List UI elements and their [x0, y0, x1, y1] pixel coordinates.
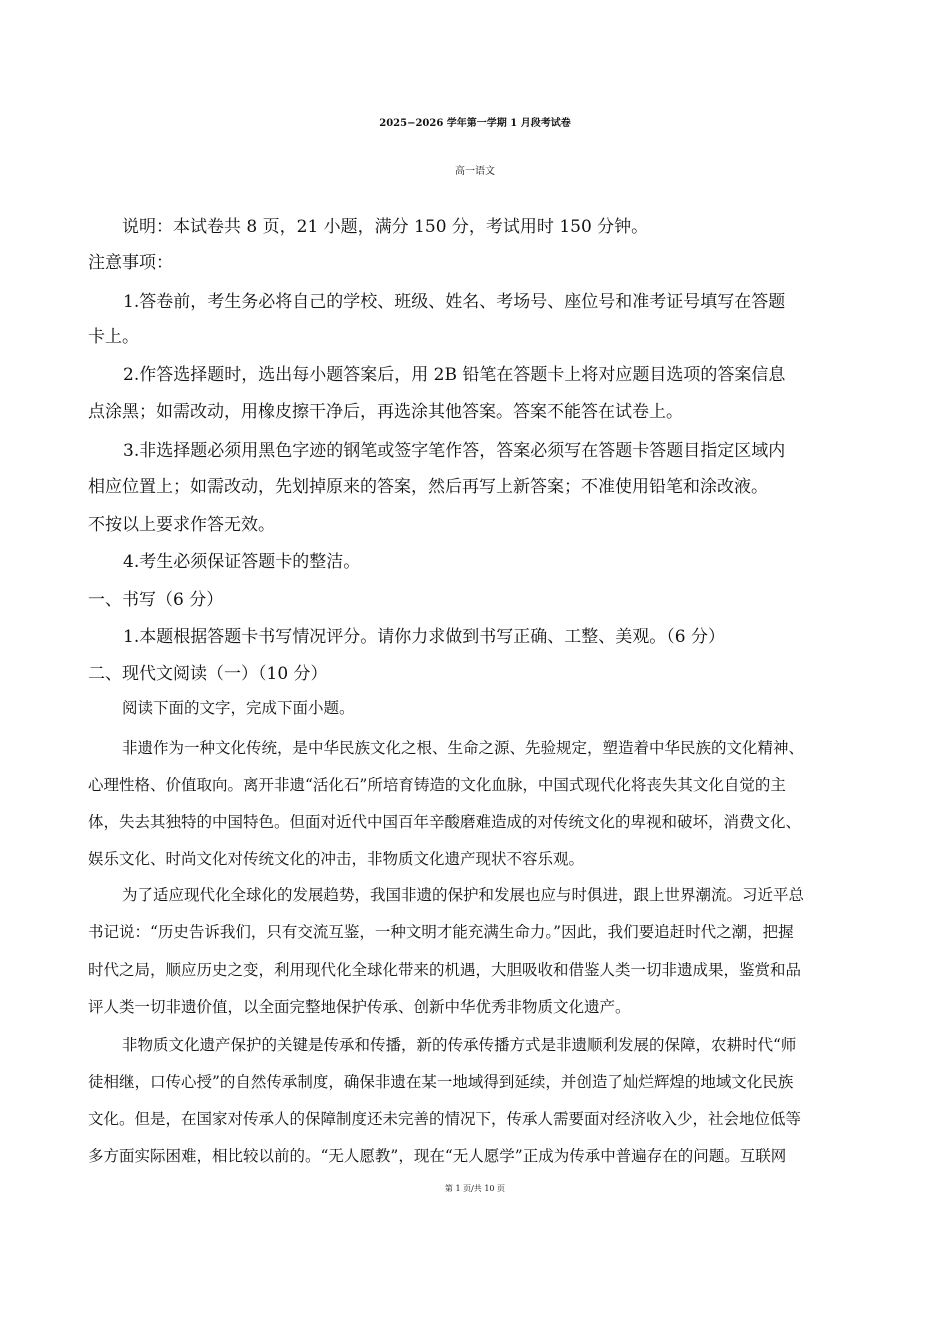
notice-item-3-line-1: 3.非选择题必须用黑色字迹的钢笔或签字笔作答，答案必须写在答题卡答题目指定区域内	[123, 441, 786, 461]
notice-item-4: 4.考生必须保证答题卡的整洁。	[123, 552, 361, 572]
passage-p2-line-3: 时代之局，顺应历史之变，利用现代化全球化带来的机遇，大胆吸收和借鉴人类一切非遗成果，鉴赏和品	[88, 961, 802, 979]
notice-item-2-line-1: 2.作答选择题时，选出每小题答案后，用 2B 铅笔在答题卡上将对应题目选项的答案信息	[123, 365, 786, 385]
notice-item-3-line-2: 相应位置上；如需改动，先划掉原来的答案，然后再写上新答案；不准使用铅笔和涂改液。	[88, 477, 768, 497]
notice-heading: 注意事项：	[88, 253, 173, 273]
passage-p3-line-1: 非物质文化遗产保护的关键是传承和传播，新的传承传播方式是非遗顺利发展的保障，农耕时代“师	[122, 1036, 797, 1054]
passage-p2-line-2: 书记说：“历史告诉我们，只有交流互鉴，一种文明才能充满生命力。”因此，我们要追赶时代之潮，把握	[88, 923, 794, 941]
exam-subject: 高一语文	[455, 166, 495, 177]
passage-p2-line-1: 为了适应现代化全球化的发展趋势，我国非遗的保护和发展也应与时俱进，跟上世界潮流。习近平总	[122, 886, 805, 904]
passage-p3-line-4: 多方面实际困难，相比较以前的。“无人愿教”，现在“无人愿学”正成为传承中普遍存在的问题。互联网	[88, 1147, 787, 1165]
passage-p1-line-2: 心理性格、价值取向。离开非遗“活化石”所培育铸造的文化血脉，中国式现代化将丧失其文化自觉的主	[88, 776, 786, 794]
section-2-heading: 二、现代文阅读（一）（10 分）	[88, 664, 328, 684]
passage-p1-line-4: 娱乐文化、时尚文化对传统文化的冲击，非物质文化遗产现状不容乐观。	[88, 850, 585, 868]
reading-prompt: 阅读下面的文字，完成下面小题。	[122, 699, 355, 717]
passage-p1-line-3: 体，失去其独特的中国特色。但面对近代中国百年辛酸磨难造成的对传统文化的卑视和破坏，消费文化、	[88, 813, 802, 831]
passage-p2-line-4: 评人类一切非遗价值，以全面完整地保护传承、创新中华优秀非物质文化遗产。	[88, 998, 631, 1016]
section-1-heading: 一、书写（6 分）	[88, 590, 224, 610]
exam-title: 2025−2026 学年第一学期 1 月段考试卷	[379, 118, 571, 129]
passage-p1-line-1: 非遗作为一种文化传统，是中华民族文化之根、生命之源、先验规定，塑造着中华民族的文化精神、	[122, 739, 805, 757]
notice-item-1-line-1: 1.答卷前，考生务必将自己的学校、班级、姓名、考场号、座位号和准考证号填写在答题	[123, 292, 786, 312]
passage-p3-line-3: 文化。但是，在国家对传承人的保障制度还未完善的情况下，传承人需要面对经济收入少，社会地位低等	[88, 1110, 802, 1128]
passage-p3-line-2: 徒相继，口传心授”的自然传承制度，确保非遗在某一地域得到延续，并创造了灿烂辉煌的地域文化民族	[88, 1073, 794, 1091]
notice-item-1-line-2: 卡上。	[88, 327, 139, 347]
page-number: 第 1 页/共 10 页	[444, 1184, 506, 1193]
question-1: 1.本题根据答题卡书写情况评分。请你力求做到书写正确、工整、美观。（6 分）	[123, 627, 725, 647]
exam-description: 说明：本试卷共 8 页，21 小题，满分 150 分，考试用时 150 分钟。	[122, 217, 649, 237]
notice-item-2-line-2: 点涂黑；如需改动，用橡皮擦干净后，再选涂其他答案。答案不能答在试卷上。	[88, 402, 683, 422]
notice-item-3-line-3: 不按以上要求作答无效。	[88, 515, 275, 535]
